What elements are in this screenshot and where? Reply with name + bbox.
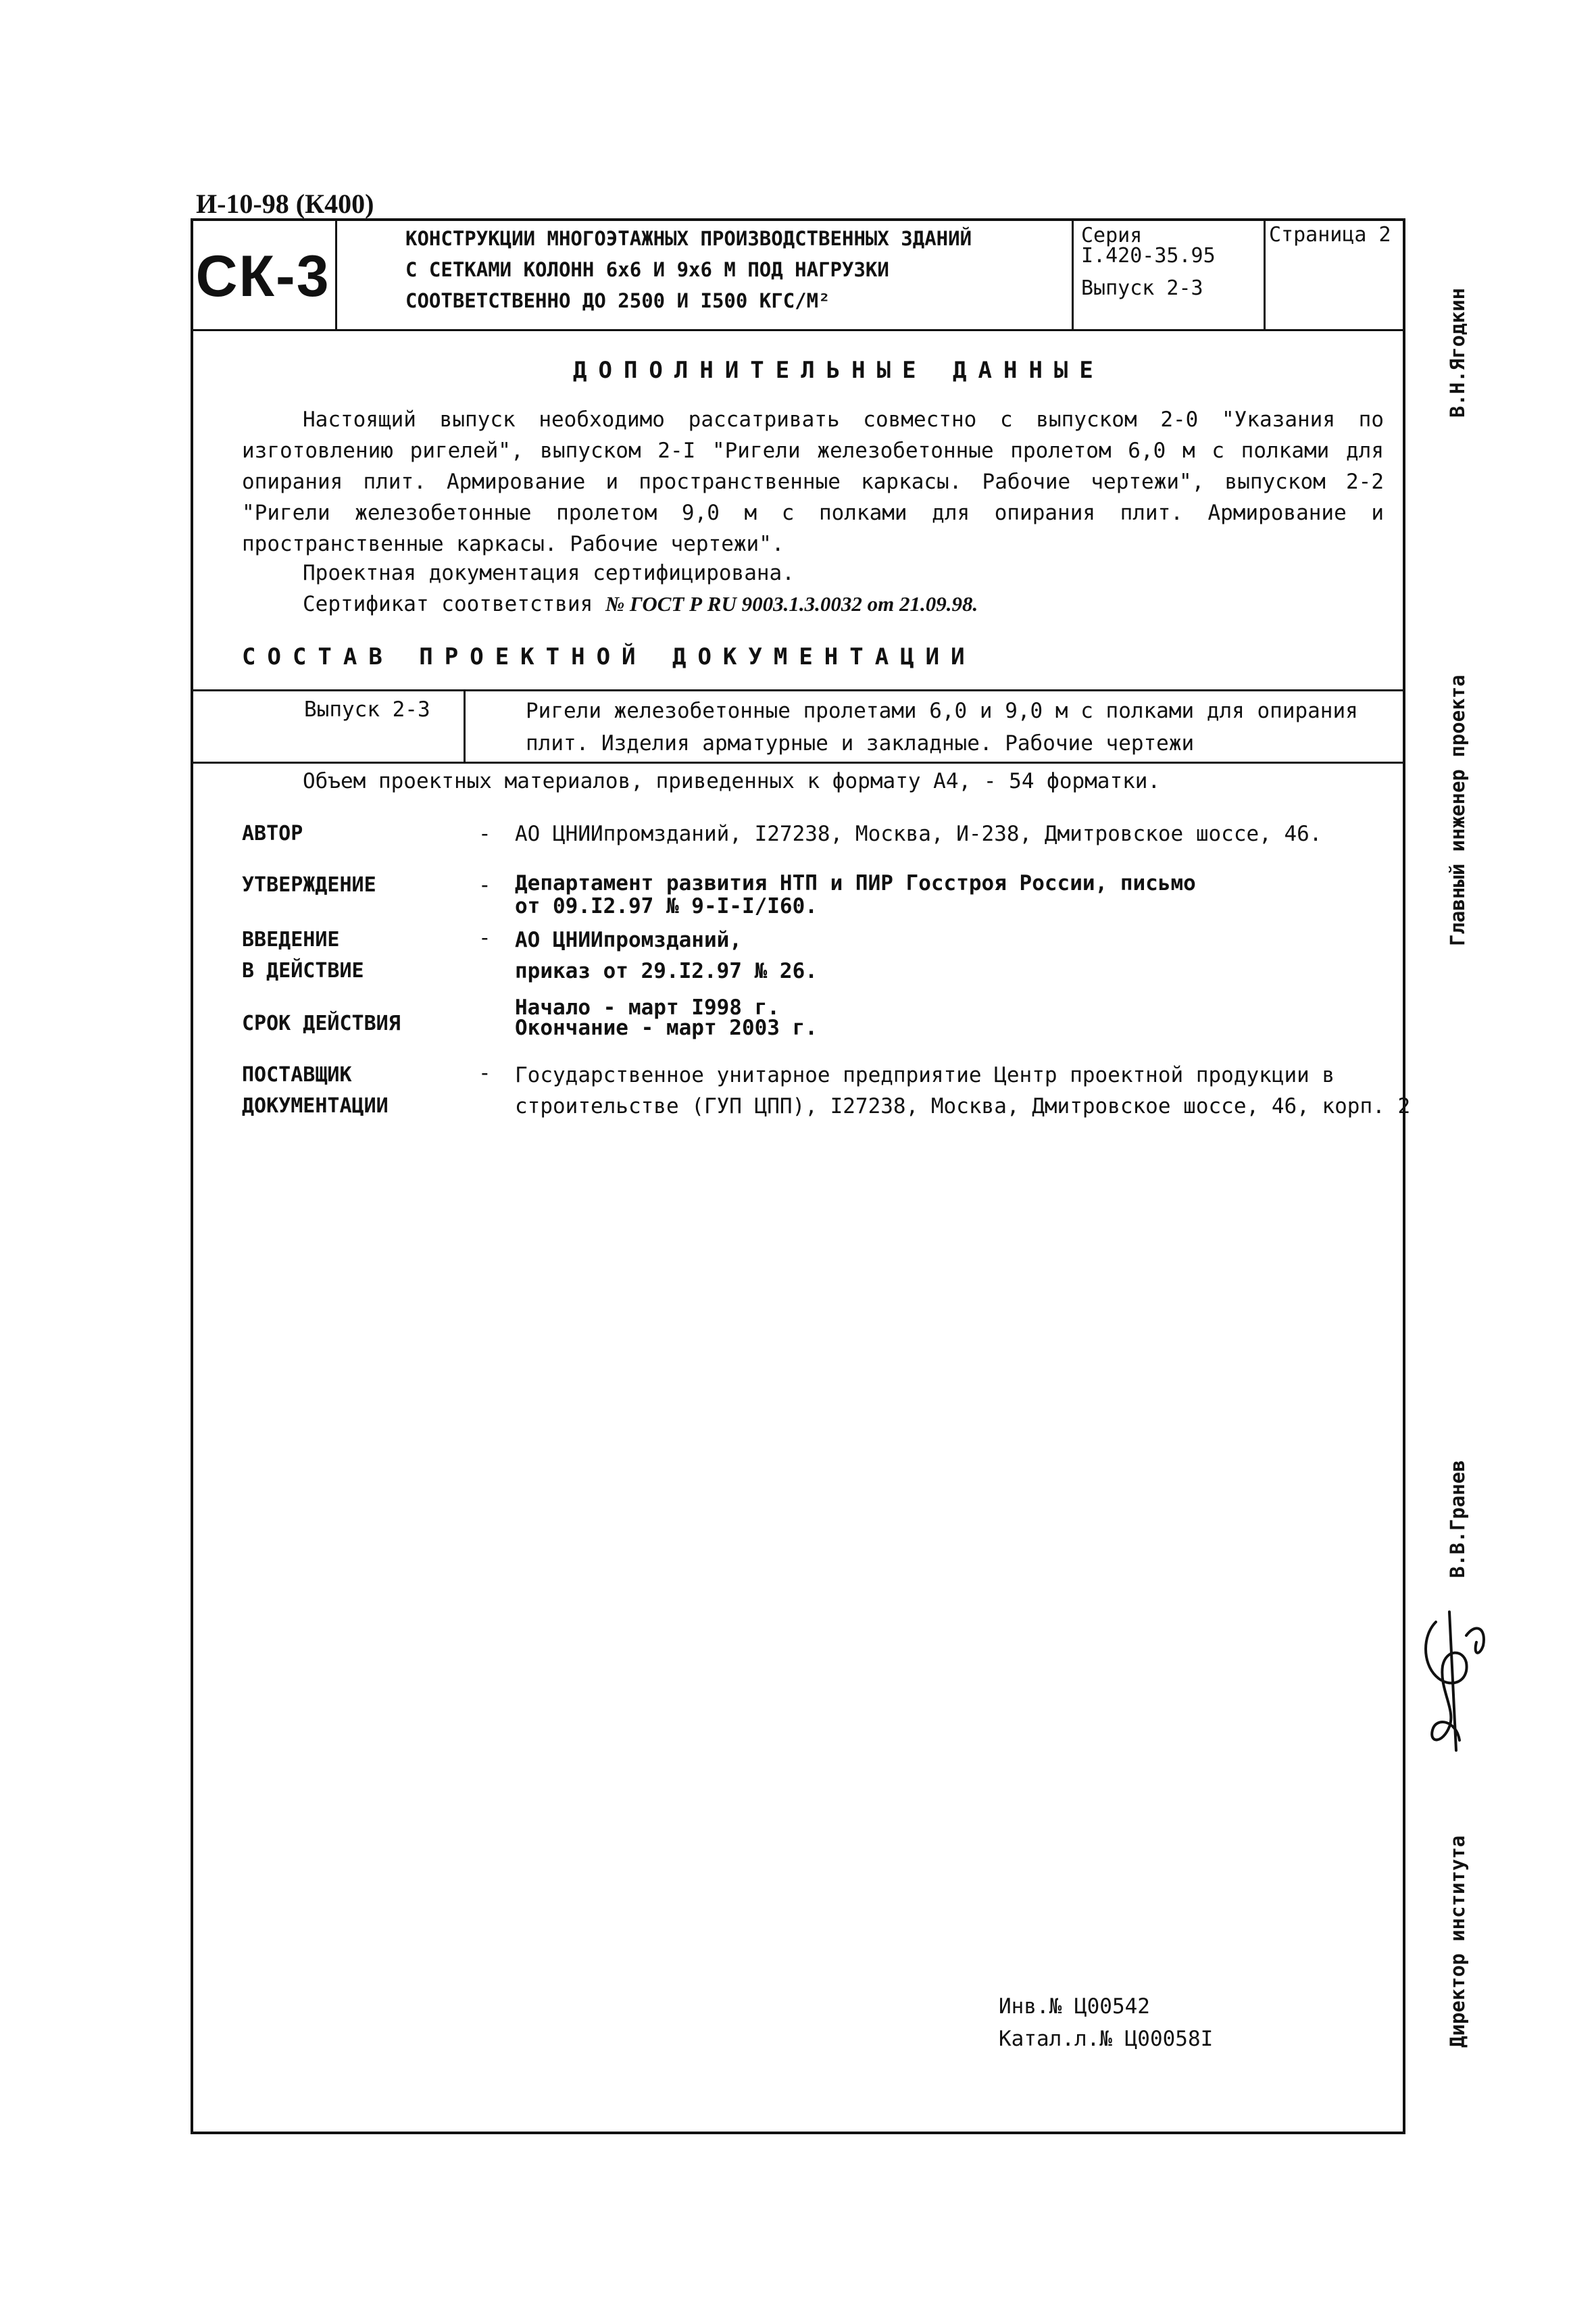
- enactment-dash: -: [478, 926, 491, 950]
- certificate-prefix: Сертификат соответствия: [303, 592, 593, 616]
- header-divider: [193, 329, 1403, 331]
- enactment-line: приказ от 29.I2.97 № 26.: [515, 959, 818, 983]
- additional-data-heading: ДОПОЛНИТЕЛЬНЫЕ ДАННЫЕ: [573, 357, 1105, 384]
- enactment-label-line: В ДЕЙСТВИЕ: [242, 959, 364, 983]
- director-role: Директор института: [1446, 1835, 1469, 2048]
- supplier-label: [242, 1060, 389, 1122]
- document-title: [405, 223, 972, 316]
- chief-engineer-role: Главный инженер проекта: [1446, 674, 1469, 946]
- composition-description: [526, 695, 1358, 760]
- author-value: АО ЦНИИпромзданий, I27238, Москва, И-238, Дмитровское шоссе, 46.: [515, 822, 1322, 846]
- title-line: СООТВЕТСТВЕННО ДО 2500 И I500 КГС/М²: [405, 289, 830, 312]
- certified-note: Проектная документация сертифицирована.: [303, 561, 795, 585]
- issue-label: Выпуск 2-3: [1081, 276, 1203, 300]
- supplier-label-line: ДОКУМЕНТАЦИИ: [242, 1094, 389, 1118]
- supplier-value: [515, 1060, 1410, 1122]
- description-line: Ригели железобетонные пролетами 6,0 и 9,0 м с полками для опирания: [526, 699, 1358, 723]
- volume-note: Объем проектных материалов, приведенных к формату А4, - 54 форматки.: [303, 769, 1161, 793]
- header-col-divider-2: [1072, 221, 1074, 329]
- series-label: Серия: [1081, 224, 1143, 247]
- approval-line: от 09.I2.97 № 9-I-I/I60.: [515, 894, 818, 918]
- catalog-number: Катал.л.№ Ц00058I: [999, 2027, 1214, 2051]
- document-code: И-10-98 (К400): [196, 189, 374, 219]
- supplier-label-line: ПОСТАВЩИК: [242, 1063, 352, 1087]
- composition-col-divider: [464, 689, 466, 762]
- title-line: КОНСТРУКЦИИ МНОГОЭТАЖНЫХ ПРОИЗВОДСТВЕННЫХ ЗДАНИЙ: [405, 227, 972, 250]
- additional-data-paragraph: Настоящий выпуск необходимо рассатривать совместно с выпуском 2-0 "Указания по изготовлению ригелей", выпуском 2-I "Ригели железобетонные пролетом 6,0 м с полками для опирания плит. Армирование и пространственные каркасы. Рабочие чертежи", выпуском 2-2 "Ригели железобетонные пролетом 9,0 м с полками для опирания плит. Армирование и пространственные каркасы. Рабочие чертежи".: [242, 408, 1384, 556]
- enactment-label-line: ВВЕДЕНИЕ: [242, 928, 340, 952]
- title-line: С СЕТКАМИ КОЛОНН 6х6 И 9х6 М ПОД НАГРУЗКИ: [405, 258, 889, 281]
- series-block: [1081, 223, 1216, 301]
- enactment-line: АО ЦНИИпромзданий,: [515, 928, 742, 952]
- sheet-mark: СК-3: [195, 244, 330, 309]
- author-dash: -: [478, 822, 491, 846]
- header-col-divider-1: [335, 221, 337, 329]
- approval-label: УТВЕРЖДЕНИЕ: [242, 873, 376, 897]
- page-label: Страница 2: [1269, 223, 1391, 247]
- approval-line: Департамент развития НТП и ПИР Госстроя России, письмо: [515, 871, 1196, 895]
- validity-line: Окончание - март 2003 г.: [515, 1016, 818, 1040]
- description-line: плит. Изделия арматурные и закладные. Рабочие чертежи: [526, 731, 1195, 756]
- enactment-value: [515, 925, 818, 987]
- composition-issue: Выпуск 2-3: [304, 697, 430, 722]
- header-col-divider-3: [1264, 221, 1266, 329]
- composition-top-line: [193, 689, 1403, 691]
- supplier-line: строительстве (ГУП ЦПП), I27238, Москва, Дмитровское шоссе, 46, корп. 2: [515, 1094, 1411, 1118]
- inventory-block: [999, 1990, 1213, 2055]
- certificate-number: № ГОСТ Р RU 9003.1.3.0032 от 21.09.98.: [605, 592, 978, 616]
- director-signature-mark: [1409, 1608, 1497, 1764]
- validity-value: [515, 995, 818, 1040]
- approval-value: [515, 872, 1196, 918]
- inventory-number: Инв.№ Ц00542: [999, 1994, 1150, 2019]
- chief-engineer-name: В.Н.Ягодкин: [1446, 287, 1469, 418]
- validity-label: СРОК ДЕЙСТВИЯ: [242, 1012, 401, 1035]
- certificate-line: [303, 592, 978, 616]
- director-name: В.В.Гранев: [1446, 1460, 1469, 1578]
- series-value: I.420-35.95: [1081, 244, 1216, 268]
- enactment-label: [242, 925, 364, 987]
- validity-line: Начало - март I998 г.: [515, 995, 780, 1020]
- approval-dash: -: [478, 873, 491, 897]
- composition-heading: СОСТАВ ПРОЕКТНОЙ ДОКУМЕНТАЦИИ: [242, 643, 976, 670]
- supplier-line: Государственное унитарное предприятие Центр проектной продукции в: [515, 1063, 1335, 1087]
- supplier-dash: -: [478, 1061, 491, 1085]
- author-label: АВТОР: [242, 822, 303, 845]
- composition-bottom-line: [193, 762, 1403, 764]
